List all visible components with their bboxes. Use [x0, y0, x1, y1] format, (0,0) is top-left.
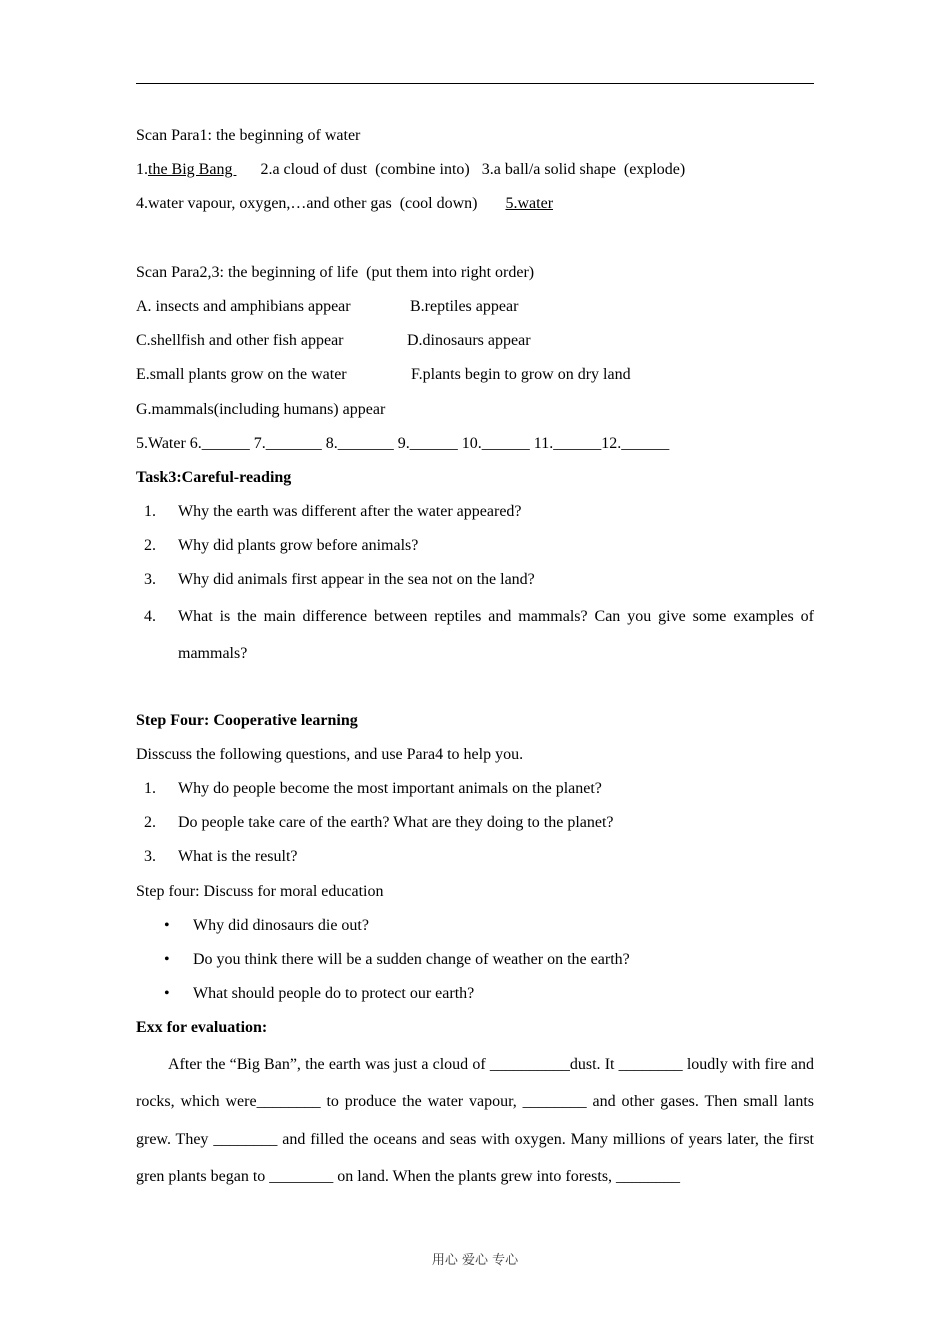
scan1-row2 — [136, 187, 814, 221]
list-item: 1. Why do people become the most important animals on the planet? — [144, 780, 602, 797]
task3-question-list — [136, 495, 814, 673]
item-3: 3.a ball/a solid shape (explode) — [481, 161, 686, 179]
document-body — [136, 119, 814, 1196]
step4-heading: Step Four: Cooperative learning — [136, 711, 358, 729]
item-1-number: 1. — [136, 161, 148, 179]
list-item: 2. Do people take care of the earth? What are they doing to the planet? — [144, 814, 614, 832]
moral-heading: Step four: Discuss for moral education — [136, 882, 384, 900]
list-item: 2. Why did plants grow before animals? — [144, 537, 419, 555]
item-5-answer: 5.water — [505, 195, 554, 213]
bullet-icon: • — [164, 916, 170, 934]
option-c: C.shellfish and other fish appear — [136, 332, 344, 350]
item-1-answer: the Big Bang — [148, 161, 237, 179]
option-e: E.small plants grow on the water — [136, 366, 347, 384]
option-d: D.dinosaurs appear — [407, 332, 531, 350]
step4-question-list — [136, 772, 814, 875]
step4-intro: Disscuss the following questions, and use Para4 to help you. — [136, 745, 524, 763]
option-a: A. insects and amphibians appear — [136, 297, 351, 315]
order-answer-line: 5.Water 6.______ 7._______ 8._______ 9.______ 10.______ 11.______12.______ — [136, 434, 670, 452]
order-row-cd — [136, 324, 814, 358]
scan23-heading: Scan Para2,3: the beginning of life (put them into right order) — [136, 263, 535, 281]
evaluation-paragraph: After the “Big Ban”, the earth was just a cloud of __________dust. It ________ loudly with fire and rocks, which were________ to produce the water vapour, ________ and other gases. Then small lants grew. They ________ and filled the oceans and seas with oxygen. Many millions of years later, the first gren plants began to ________ on land. When the plants grew into forests, ________ — [136, 1055, 814, 1185]
item-4: 4.water vapour, oxygen,…and other gas (cool down) — [136, 195, 478, 213]
option-f: F.plants begin to grow on dry land — [411, 366, 631, 384]
evaluation-heading: Exx for evaluation: — [136, 1019, 268, 1037]
option-b: B.reptiles appear — [410, 297, 519, 315]
list-item: 1. Why the earth was different after the water appeared? — [144, 503, 522, 521]
list-item: 4. What is the main difference between reptiles and mammals? Can you give some examples of mammals? — [144, 607, 814, 663]
page-footer: 用心 爱心 专心 — [431, 1253, 519, 1268]
item-2: 2.a cloud of dust (combine into) — [260, 161, 470, 179]
list-item: • Do you think there will be a sudden change of weather on the earth? — [136, 943, 814, 977]
header-rule — [136, 83, 814, 84]
list-item: • What should people do to protect our earth? — [136, 977, 814, 1011]
task3-heading: Task3:Careful-reading — [136, 468, 292, 486]
bullet-icon: • — [164, 950, 170, 968]
option-g: G.mammals(including humans) appear — [136, 400, 386, 418]
moral-bullet-list — [136, 909, 814, 1012]
bullet-icon: • — [164, 985, 170, 1003]
scan1-row1 — [136, 153, 814, 187]
order-row-ab — [136, 290, 814, 324]
scan1-heading: Scan Para1: the beginning of water — [136, 127, 361, 144]
list-item: 3. Why did animals first appear in the sea not on the land? — [144, 571, 535, 589]
order-row-ef — [136, 358, 814, 392]
list-item: 3. What is the result? — [144, 848, 298, 866]
list-item: • Why did dinosaurs die out? — [136, 909, 814, 943]
